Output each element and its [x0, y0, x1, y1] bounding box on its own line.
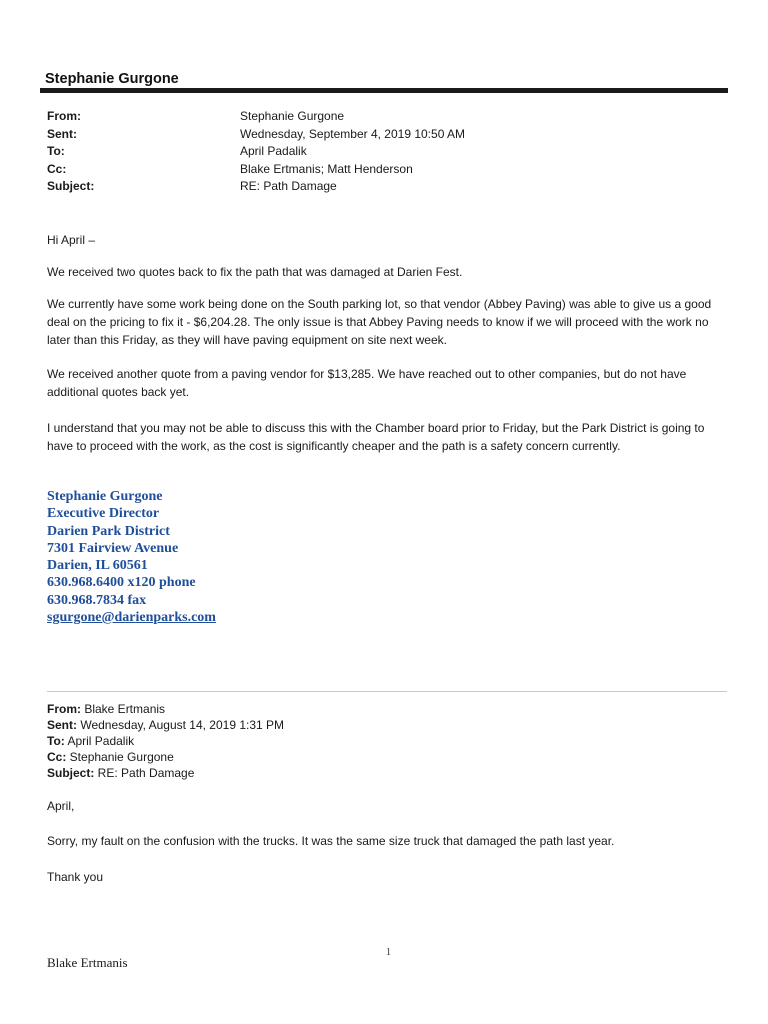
fwd-label: From:	[47, 702, 81, 716]
fwd-greeting	[47, 797, 727, 815]
meta-value: Stephanie Gurgone	[240, 109, 345, 123]
paragraph-text: Sorry, my fault on the confusion with the trucks. It was the same size truck that damaged the path last year.	[47, 834, 615, 848]
body-greeting	[47, 231, 727, 249]
fwd-label: To:	[47, 734, 65, 748]
fwd-sent-row	[47, 717, 284, 733]
header-name: Stephanie Gurgone	[45, 71, 179, 87]
fwd-paragraph-1	[47, 832, 727, 850]
meta-label: Cc:	[47, 161, 67, 176]
page-number: 1	[386, 947, 391, 958]
fwd-to-row	[47, 733, 284, 749]
email-signature	[47, 488, 216, 626]
meta-value: Wednesday, September 4, 2019 10:50 AM	[240, 126, 466, 141]
body-paragraph-3	[47, 365, 727, 401]
fwd-value: RE: Path Damage	[94, 766, 195, 780]
meta-label: To:	[47, 144, 65, 158]
fwd-value: Blake Ertmanis	[81, 702, 166, 716]
fwd-subject-row	[47, 765, 284, 781]
body-paragraph-2	[47, 295, 727, 349]
fwd-label: Sent:	[47, 718, 77, 732]
paragraph-text: We currently have some work being done on the South parking lot, so that vendor (Abbey Paving) was able to give us a good deal on the pricing to fix it - $6,204.28. The only issue is that Abbey Paving needs to know if we will proceed with the work no later than this Friday, as they will have paving equipment on site next week.	[47, 297, 712, 347]
fwd-label: Cc:	[47, 750, 67, 764]
signature-phone: 630.968.6400 x120 phone	[47, 575, 196, 591]
forwarded-header	[47, 701, 284, 781]
forward-separator	[47, 691, 727, 692]
fwd-label: Subject:	[47, 766, 95, 780]
meta-label: Subject:	[47, 179, 95, 193]
signature-title: Executive Director	[47, 506, 160, 522]
body-paragraph-1	[47, 263, 727, 281]
fwd-value: Stephanie Gurgone	[66, 750, 174, 764]
signature-name: Stephanie Gurgone	[47, 489, 163, 504]
signature-org: Darien Park District	[47, 523, 170, 539]
paragraph-text: We received two quotes back to fix the path that was damaged at Darien Fest.	[47, 265, 463, 279]
greeting-text: Hi April –	[47, 233, 96, 247]
signature-fax: 630.968.7834 fax	[47, 592, 147, 608]
meta-value: RE: Path Damage	[240, 179, 337, 193]
fwd-signoff: Blake Ertmanis	[47, 955, 128, 970]
meta-label: From:	[47, 109, 81, 123]
signature-address-line-1: 7301 Fairview Avenue	[47, 540, 179, 556]
meta-value: April Padalik	[240, 144, 307, 158]
body-paragraph-4	[47, 419, 727, 455]
closing-text: Thank you	[47, 870, 104, 884]
signature-email-link[interactable]: sgurgone@darienparks.com	[47, 610, 216, 626]
paragraph-text: I understand that you may not be able to discuss this with the Chamber board prior to Friday, but the Park District is going to have to proceed with the work, as the cost is significantly cheaper and the path is a safety concern currently.	[47, 421, 705, 453]
paragraph-text: We received another quote from a paving vendor for $13,285. We have reached out to other companies, but do not have additional quotes back yet.	[47, 367, 687, 399]
meta-value: Blake Ertmanis; Matt Henderson	[240, 161, 413, 176]
fwd-value: April Padalik	[64, 734, 135, 748]
fwd-closing	[47, 868, 727, 886]
header-rule	[40, 88, 728, 93]
greeting-text: April,	[47, 799, 75, 813]
fwd-from-row	[47, 701, 284, 717]
fwd-cc-row	[47, 749, 284, 765]
signature-address-line-2: Darien, IL 60561	[47, 558, 148, 574]
meta-label: Sent:	[47, 126, 77, 141]
fwd-value: Wednesday, August 14, 2019 1:31 PM	[77, 718, 285, 732]
